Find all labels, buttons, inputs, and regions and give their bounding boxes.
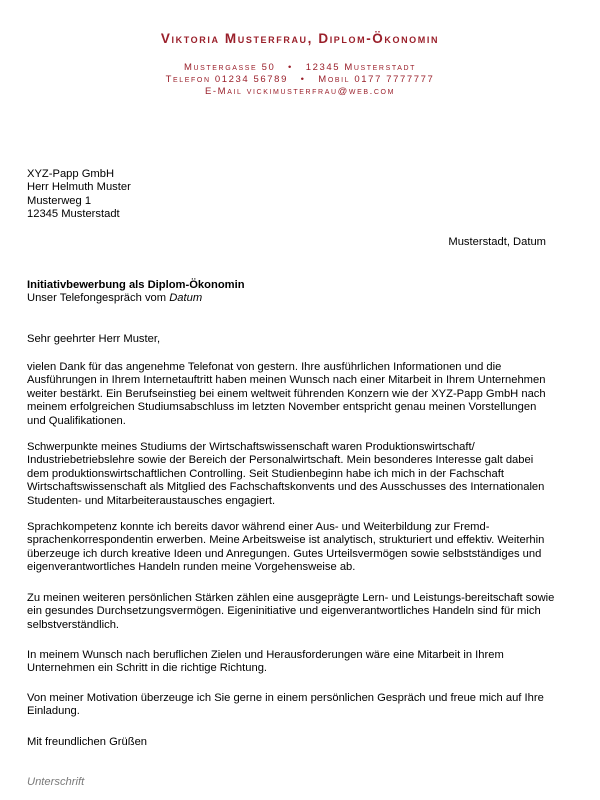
salutation: Sehr geehrter Herr Muster, xyxy=(27,333,161,345)
subject-title: Initiativbewerbung als Diplom-Ökonomin xyxy=(27,279,245,291)
subject-reference xyxy=(27,292,557,305)
sender-address: Mustergasse 50 • 12345 Musterstadt xyxy=(183,62,417,73)
sender-name: Viktoria Musterfrau, Diplom-Ökonomin xyxy=(160,31,440,46)
body-paragraph-4: Zu meinen weiteren persönlichen Stärken zählen eine ausgeprägte Lern- und Leistungs-bereitschaft sowie ein gesundes Durchsetzungsvermögen. Eigeninitiative und eigenverantwortliches Handeln sind für mich selbstverständlich. xyxy=(27,592,555,631)
recipient-street: Musterweg 1 xyxy=(27,194,92,207)
recipient-city: 12345 Musterstadt xyxy=(27,208,120,221)
body-paragraph-6: Von meiner Motivation überzeuge ich Sie gerne in einem persönlichen Gespräch und freue mich auf Ihre Einladung. xyxy=(27,692,544,718)
body-paragraph-2: Schwerpunkte meines Studiums der Wirtschaftswissenschaft waren Produktionswirtschaft/ Industriebetriebslehre sowie der Bereich der Personalwirtschaft. Mein besonderes Interesse galt dabei dem produktionswirtschaftlichen Controlling. Seit Studienbeginn habe ich mich in der Fachschaft Wirtschaftswissenschaft als Mitglied des Fachschaftskonvents und des Ausschusses des Internationalen Studenten- und Mitarbeiteraustausches engagiert. xyxy=(27,441,545,507)
body-paragraph-1: vielen Dank für das angenehme Telefonat von gestern. Ihre ausführlichen Informationen und die Ausführungen in Ihrem Internetauftritt haben meinen Wunsch nach einer Mitarbeit in Ihrem Unternehmen weiter bestärkt. Ein Berufseinstieg bei einem weltweit führenden Konzern wie der XYZ-Papp GmbH nach meinem erfolgreichen Studiumsabschluss im letzten November entspricht genau meinen Vorstellungen und Qualifikationen. xyxy=(27,361,546,427)
closing: Mit freundlichen Grüßen xyxy=(27,736,148,748)
signature-placeholder: Unterschrift xyxy=(27,776,85,788)
sender-email: E-Mail vickimusterfrau@web.com xyxy=(204,86,395,97)
reference-date: Datum xyxy=(169,292,203,305)
recipient-address xyxy=(27,168,557,222)
place-date: Musterstadt, Datum xyxy=(448,236,546,248)
sender-phone: Telefon 01234 56789 • Mobil 0177 7777777 xyxy=(165,74,435,85)
recipient-person: Herr Helmuth Muster xyxy=(27,181,131,194)
subject-block xyxy=(27,279,557,306)
reference-prefix: Unser Telefongespräch vom xyxy=(27,292,170,305)
body-paragraph-3: Sprachkompetenz konnte ich bereits davor während einer Aus- und Weiterbildung zur Fremd-sprachenkorrespondentin erwerben. Meine Arbeitsweise ist analytisch, strukturiert und effektiv. Weiterhin überzeuge ich durch kreative Ideen und Anregungen. Gutes Urteilsvermögen sowie selbstständiges und eigenverantwortliches Handeln runden meine Vorgehensweise ab. xyxy=(27,521,545,574)
body-paragraph-5: In meinem Wunsch nach beruflichen Zielen und Herausforderungen wäre eine Mitarbeit in Ihrem Unternehmen ein Schritt in die richtige Richtung. xyxy=(27,649,504,675)
recipient-company: XYZ-Papp GmbH xyxy=(27,168,115,180)
